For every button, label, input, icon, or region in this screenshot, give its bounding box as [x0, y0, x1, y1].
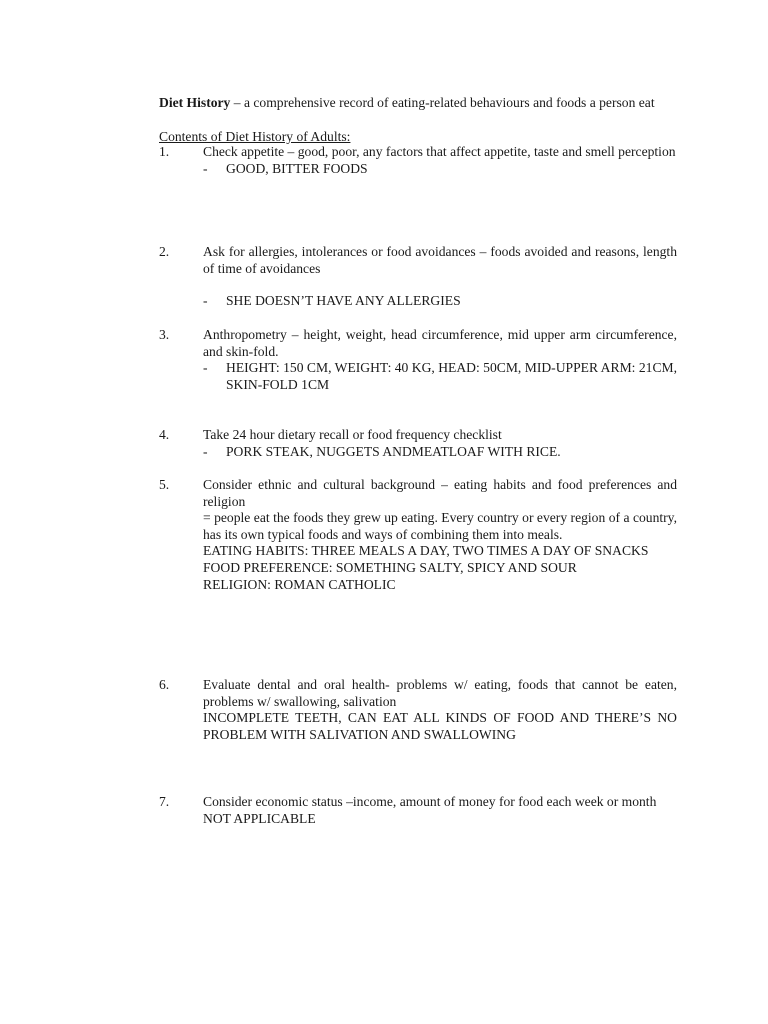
item-number: 6.: [159, 677, 170, 692]
list-item-1: 1. Check appetite – good, poor, any factors that affect appetite, taste and smell perception - GOOD, BITTER FOODS: [159, 144, 676, 176]
diet-history-definition: [159, 94, 677, 111]
eating-habits-answer: EATING HABITS: THREE MEALS A DAY, TWO TIMES A DAY OF SNACKS: [203, 543, 649, 559]
item-prompt: Evaluate dental and oral health- problems w/ eating, foods that cannot be eaten, problems w/ swallowing, salivation: [203, 677, 677, 709]
item-answer: HEIGHT: 150 CM, WEIGHT: 40 KG, HEAD: 50CM, MID-UPPER ARM: 21CM, SKIN-FOLD 1CM: [226, 360, 677, 392]
item-number: 4.: [159, 427, 170, 442]
diet-history-term: Diet History: [159, 95, 231, 110]
food-preference-answer: FOOD PREFERENCE: SOMETHING SALTY, SPICY AND SOUR: [203, 559, 577, 575]
list-item-5: [159, 477, 677, 593]
item-prompt: Take 24 hour dietary recall or food frequency checklist: [203, 427, 502, 442]
item-answer: INCOMPLETE TEETH, CAN EAT ALL KINDS OF FOOD AND THERE’S NO PROBLEM WITH SALIVATION AND SWALLOWING: [203, 710, 677, 742]
item-number: 1.: [159, 144, 170, 159]
item-number: 5.: [159, 477, 170, 492]
item-number: 7.: [159, 794, 170, 809]
item-prompt: Consider economic status –income, amount of money for food each week or month: [203, 794, 657, 809]
list-item-7: [159, 794, 677, 827]
list-item-6: [159, 677, 677, 743]
list-item-4: 4. Take 24 hour dietary recall or food frequency checklist - PORK STEAK, NUGGETS ANDMEATLOAF WITH RICE.: [159, 427, 677, 460]
list-item-3: 3. Anthropometry – height, weight, head circumference, mid upper arm circumference, and skin-fold. - HEIGHT: 150 CM, WEIGHT: 40 KG, HEAD: 50CM, MID-UPPER ARM: 21CM, SKIN-FOLD 1CM: [159, 327, 677, 392]
religion-answer: RELIGION: ROMAN CATHOLIC: [203, 576, 396, 592]
item-note: = people eat the foods they grew up eating. Every country or every region of a country, has its own typical foods and ways of combining them into meals.: [203, 510, 677, 542]
item-answer: NOT APPLICABLE: [203, 810, 316, 826]
diet-history-definition-text: – a comprehensive record of eating-related behaviours and foods a person eat: [230, 95, 655, 110]
item-prompt: Consider ethnic and cultural background – eating habits and food preferences and religion: [203, 477, 677, 509]
item-prompt: Anthropometry – height, weight, head circumference, mid upper arm circumference, and skin-fold.: [203, 327, 677, 359]
contents-title: Contents of Diet History of Adults:: [159, 129, 351, 144]
item-number: 2.: [159, 244, 170, 259]
item-prompt: Check appetite – good, poor, any factors that affect appetite, taste and smell perception: [203, 144, 676, 159]
item-prompt: Ask for allergies, intolerances or food avoidances – foods avoided and reasons, length of time of avoidances: [203, 244, 677, 276]
item-answer: SHE DOESN’T HAVE ANY ALLERGIES: [226, 293, 461, 309]
list-item-2: 2. Ask for allergies, intolerances or food avoidances – foods avoided and reasons, length of time of avoidances - SHE DOESN’T HAVE ANY ALLERGIES: [159, 244, 677, 309]
item-answer: PORK STEAK, NUGGETS ANDMEATLOAF WITH RICE.: [226, 443, 561, 459]
item-number: 3.: [159, 327, 170, 342]
item-answer: GOOD, BITTER FOODS: [226, 160, 368, 176]
